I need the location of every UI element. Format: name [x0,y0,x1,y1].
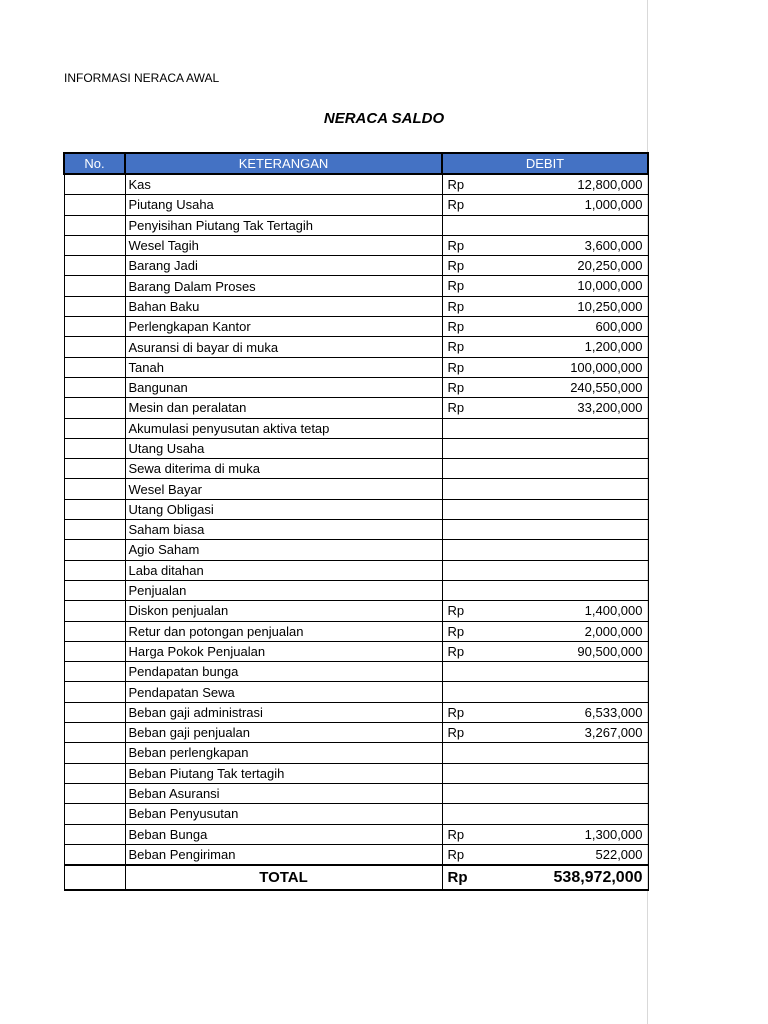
row-debit-cell [442,499,648,519]
row-debit-cell [442,418,648,438]
row-no-cell [64,195,125,215]
row-amount: 6,533,000 [584,704,643,720]
column-header-keterangan: KETERANGAN [125,153,442,174]
row-debit-cell [442,256,648,276]
row-currency: Rp [447,237,465,253]
row-amount: 3,267,000 [584,725,643,741]
table-row [64,601,648,621]
row-amount: 240,550,000 [570,379,643,395]
row-keterangan: Beban Penyusutan [125,804,442,824]
row-keterangan: Saham biasa [125,520,442,540]
row-no-cell [64,398,125,418]
table-row [64,844,648,865]
row-keterangan: Tanah [125,357,442,377]
row-currency: Rp [447,278,465,294]
row-debit-cell [442,641,648,661]
row-keterangan: Perlengkapan Kantor [125,317,442,337]
row-keterangan: Beban Bunga [125,824,442,844]
row-no-cell [64,601,125,621]
row-debit-cell [442,296,648,316]
info-heading: INFORMASI NERACA AWAL [64,71,220,85]
row-currency: Rp [447,298,465,314]
row-no-cell [64,499,125,519]
row-no-cell [64,743,125,763]
row-no-cell [64,174,125,195]
row-keterangan: Barang Dalam Proses [125,276,442,296]
row-debit-cell [442,743,648,763]
row-keterangan: Beban perlengkapan [125,743,442,763]
row-currency: Rp [447,725,465,741]
row-no-cell [64,479,125,499]
row-currency: Rp [447,623,465,639]
row-currency: Rp [447,704,465,720]
row-no-cell [64,438,125,458]
row-keterangan: Utang Usaha [125,438,442,458]
row-currency: Rp [447,826,465,842]
row-currency: Rp [447,400,465,416]
table-row [64,682,648,702]
total-label: TOTAL [125,865,442,890]
row-amount: 522,000 [595,846,643,862]
row-debit-cell [442,398,648,418]
row-currency: Rp [447,339,465,355]
row-debit-cell [442,459,648,479]
row-no-cell [64,824,125,844]
row-amount: 600,000 [595,319,643,335]
row-no-cell [64,662,125,682]
row-amount: 20,250,000 [577,258,643,274]
row-debit-cell [442,235,648,255]
row-no-cell [64,560,125,580]
row-debit-cell [442,276,648,296]
row-keterangan: Beban Asuransi [125,783,442,803]
trial-balance-table [63,152,649,891]
table-row [64,317,648,337]
row-debit-cell [442,621,648,641]
table-row [64,377,648,397]
total-debit-cell [442,865,648,890]
row-keterangan: Diskon penjualan [125,601,442,621]
table-row [64,723,648,743]
row-keterangan: Wesel Tagih [125,235,442,255]
row-no-cell [64,276,125,296]
row-debit-cell [442,702,648,722]
row-no-cell [64,459,125,479]
row-debit-cell [442,601,648,621]
row-debit-cell [442,357,648,377]
row-debit-cell [442,337,648,357]
row-amount: 12,800,000 [577,177,643,192]
row-debit-cell [442,844,648,865]
table-row [64,256,648,276]
row-no-cell [64,256,125,276]
row-keterangan: Penyisihan Piutang Tak Tertagih [125,215,442,235]
table-row [64,357,648,377]
row-currency: Rp [447,258,465,274]
row-no-cell [64,844,125,865]
row-no-cell [64,357,125,377]
table-row [64,337,648,357]
row-no-cell [64,783,125,803]
page-title: NERACA SALDO [323,110,445,127]
row-keterangan: Bahan Baku [125,296,442,316]
table-row [64,662,648,682]
row-keterangan: Harga Pokok Penjualan [125,641,442,661]
row-keterangan: Pendapatan Sewa [125,682,442,702]
table-row [64,459,648,479]
row-amount: 10,000,000 [577,278,643,294]
table-body [64,174,648,865]
row-currency: Rp [447,846,465,862]
row-amount: 1,200,000 [584,339,643,355]
row-currency: Rp [447,197,465,213]
table-row [64,479,648,499]
total-row [64,865,648,890]
total-currency: Rp [447,869,468,887]
row-debit-cell [442,438,648,458]
row-amount: 90,500,000 [577,643,643,659]
row-debit-cell [442,479,648,499]
row-no-cell [64,580,125,600]
row-keterangan: Sewa diterima di muka [125,459,442,479]
row-debit-cell [442,215,648,235]
column-header-no: No. [64,153,125,174]
row-no-cell [64,682,125,702]
table-row [64,763,648,783]
table-row [64,215,648,235]
row-no-cell [64,215,125,235]
row-debit-cell [442,682,648,702]
row-keterangan: Barang Jadi [125,256,442,276]
row-debit-cell [442,317,648,337]
row-amount: 1,000,000 [584,197,643,213]
row-no-cell [64,418,125,438]
row-no-cell [64,296,125,316]
table-row [64,702,648,722]
row-currency: Rp [447,643,465,659]
table-row [64,296,648,316]
row-keterangan: Piutang Usaha [125,195,442,215]
row-currency: Rp [447,359,465,375]
row-no-cell [64,804,125,824]
row-debit-cell [442,540,648,560]
row-keterangan: Utang Obligasi [125,499,442,519]
row-debit-cell [442,783,648,803]
row-debit-cell [442,560,648,580]
row-currency: Rp [447,319,465,335]
row-keterangan: Beban gaji administrasi [125,702,442,722]
total-amount: 538,972,000 [553,869,643,887]
table-row [64,621,648,641]
row-no-cell [64,641,125,661]
row-debit-cell [442,723,648,743]
row-no-cell [64,235,125,255]
table-row [64,174,648,195]
row-keterangan: Retur dan potongan penjualan [125,621,442,641]
table-row [64,438,648,458]
row-keterangan: Agio Saham [125,540,442,560]
table-row [64,276,648,296]
column-header-debit: DEBIT [442,153,648,174]
row-keterangan: Beban gaji penjualan [125,723,442,743]
table-row [64,641,648,661]
row-no-cell [64,377,125,397]
row-keterangan: Beban Pengiriman [125,844,442,865]
row-amount: 2,000,000 [584,623,643,639]
row-no-cell [64,317,125,337]
row-keterangan: Pendapatan bunga [125,662,442,682]
row-keterangan: Laba ditahan [125,560,442,580]
table-row [64,195,648,215]
total-no-cell [64,865,125,890]
row-debit-cell [442,763,648,783]
table-row [64,580,648,600]
row-amount: 1,400,000 [584,603,643,619]
row-no-cell [64,540,125,560]
row-debit-cell [442,174,648,195]
table-row [64,520,648,540]
row-amount: 10,250,000 [577,298,643,314]
row-amount: 3,600,000 [584,237,643,253]
row-keterangan: Beban Piutang Tak tertagih [125,763,442,783]
row-no-cell [64,763,125,783]
row-currency: Rp [447,177,465,192]
row-keterangan: Bangunan [125,377,442,397]
row-currency: Rp [447,603,465,619]
row-keterangan: Penjualan [125,580,442,600]
table-row [64,418,648,438]
row-debit-cell [442,580,648,600]
row-no-cell [64,702,125,722]
row-no-cell [64,723,125,743]
row-no-cell [64,520,125,540]
table-row [64,783,648,803]
row-no-cell [64,621,125,641]
row-currency: Rp [447,379,465,395]
row-debit-cell [442,195,648,215]
table-row [64,743,648,763]
table-row [64,499,648,519]
row-no-cell [64,337,125,357]
row-debit-cell [442,824,648,844]
row-keterangan: Mesin dan peralatan [125,398,442,418]
row-debit-cell [442,804,648,824]
row-debit-cell [442,377,648,397]
row-keterangan: Kas [125,174,442,195]
row-amount: 100,000,000 [570,359,643,375]
row-debit-cell [442,662,648,682]
table-row [64,235,648,255]
table-header-row [64,153,648,174]
row-keterangan: Asuransi di bayar di muka [125,337,442,357]
row-keterangan: Akumulasi penyusutan aktiva tetap [125,418,442,438]
table-row [64,824,648,844]
row-keterangan: Wesel Bayar [125,479,442,499]
row-amount: 33,200,000 [577,400,643,416]
table-row [64,804,648,824]
table-row [64,398,648,418]
row-debit-cell [442,520,648,540]
table-row [64,540,648,560]
table-row [64,560,648,580]
row-amount: 1,300,000 [584,826,643,842]
